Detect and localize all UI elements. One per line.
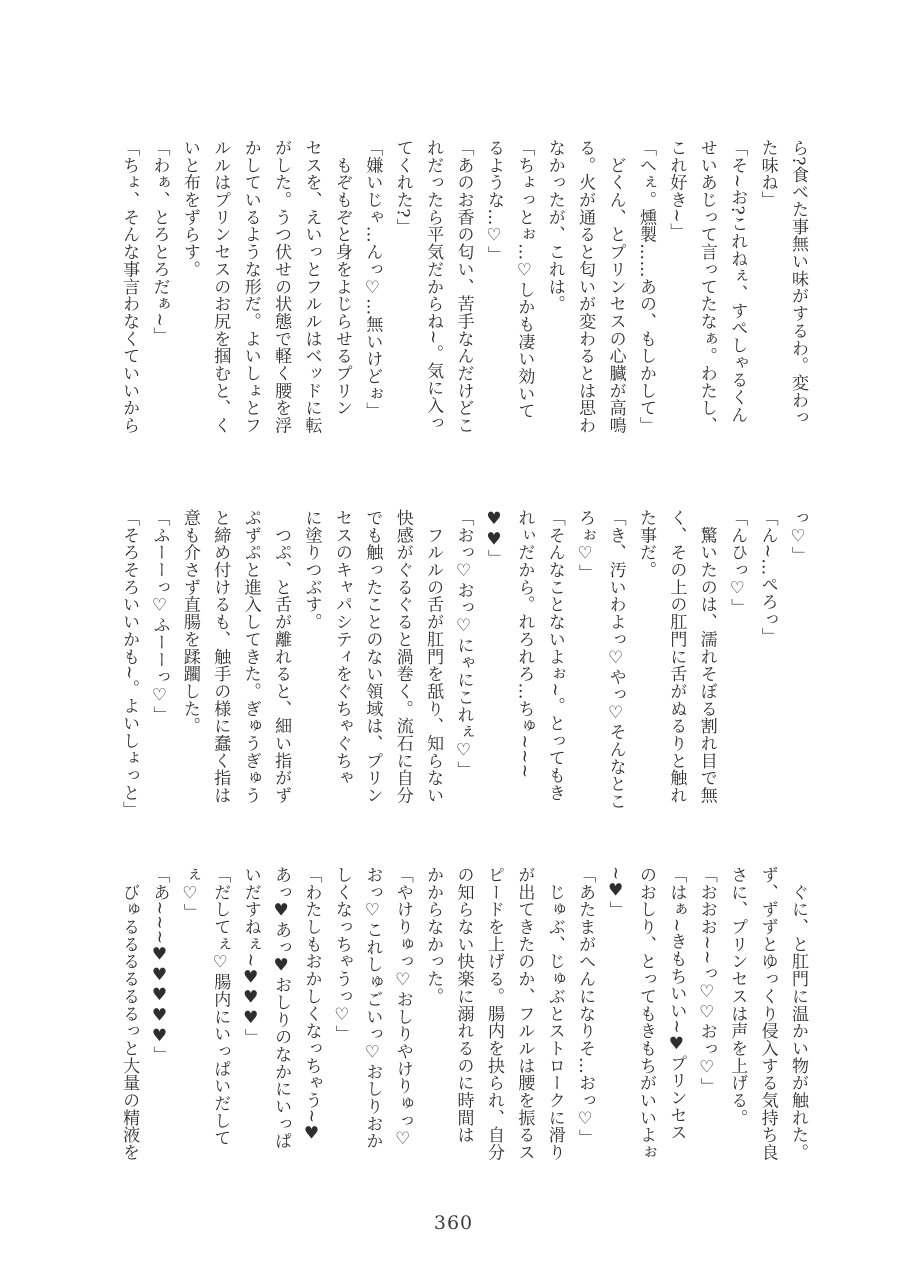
text-column: の知らない快楽に溺れるのに時間は xyxy=(453,866,474,1144)
text-column: びゅるるるるるるっと大量の精液を xyxy=(119,866,140,1161)
text-column: ルルはプリンセスのお尻を掴むと、く xyxy=(210,139,231,434)
text-column: 快感がぐるぐると渦巻く。流石に自分 xyxy=(392,509,413,804)
text-column: つぷ、と舌が離れると、細い指がず xyxy=(271,509,292,804)
text-band-middle xyxy=(114,509,813,821)
text-column: る。火が通ると匂いが変わるとは思わ xyxy=(575,139,596,434)
text-column: 「んひっ♡」 xyxy=(727,509,748,617)
page-number: 360 xyxy=(433,1212,474,1234)
text-column: 「そ~お?これねぇ、すぺしゃるくん xyxy=(727,139,748,424)
text-column: ♥♥」 xyxy=(483,509,504,568)
text-column: セスを、えいっとフルルはベッドに転 xyxy=(301,139,322,434)
text-column: 「そろそろいいかも~。よいしょっと」 xyxy=(119,509,140,819)
text-column: 「だしてぇ♡腸内にいっぱいだして xyxy=(210,866,231,1147)
text-column: 「あたまがへんになりそ…おっ♡」 xyxy=(575,866,596,1147)
text-column: さに、プリンセスは声を上げる。 xyxy=(727,866,748,1127)
text-column: あっ♥あっ♥おしりのなかにいっぱ xyxy=(271,866,292,1150)
text-column: ら?食べた事無い味がするわ。変わっ xyxy=(788,139,808,427)
text-column: ぷずぷと進入してきた。ぎゅうぎゅう xyxy=(240,509,261,804)
text-column: 「ふーーっ♡ふーーっ♡」 xyxy=(149,509,170,724)
text-column: これ好き~」 xyxy=(666,139,687,241)
text-column: 「嫌いじゃ…んっ♡…無いけどぉ」 xyxy=(362,139,383,420)
text-column: ピードを上げる。腸内を抉られ、自分 xyxy=(483,866,504,1161)
text-column: れだったら平気だからね~。気に入っ xyxy=(423,139,444,432)
text-column: いと布をずらす。 xyxy=(179,139,200,278)
text-column: 「そんなことないよぉ~。とってもき xyxy=(544,509,565,802)
text-column: に塗りつぶす。 xyxy=(301,509,322,631)
text-column: 「あのお香の匂い、苦手なんだけどこ xyxy=(453,139,474,434)
text-column: 「ちょ、そんな事言わなくていいから xyxy=(119,139,140,434)
text-column: 「おっ♡おっ♡にゃにこれぇ♡」 xyxy=(453,509,474,779)
text-column: 「わたしもおかしくなっちゃう~♥ xyxy=(301,866,322,1144)
text-column: どくん、とプリンセスの心臓が高鳴 xyxy=(605,139,626,434)
text-column: おっ♡これしゅごいっ♡おしりおか xyxy=(362,866,383,1150)
text-column: いだすねぇ~♥♥♥」 xyxy=(240,866,261,1046)
text-column: しくなっちゃうっ♡」 xyxy=(331,866,352,1043)
text-column: がした。うつ伏せの状態で軽く腰を浮 xyxy=(271,139,292,434)
text-column: 「おおお~~っ♡♡おっ♡」 xyxy=(696,866,717,1096)
text-column: ぐに、と肛門に温かい物が触れた。 xyxy=(788,866,808,1161)
text-column: 驚いたのは、濡れそぼる割れ目で無 xyxy=(696,509,717,804)
text-band-bottom xyxy=(114,866,813,1178)
text-column: せいあじって言ってたなぁ。わたし、 xyxy=(696,139,717,434)
text-column: かからなかった。 xyxy=(423,866,444,1005)
text-column: てくれた?」 xyxy=(392,139,413,236)
text-column: れぃだから。れろれろ…ちゅ~~~ xyxy=(514,509,535,779)
text-column: のおしり、とってもきもちがいいよぉ xyxy=(635,866,656,1161)
text-column: ~♥」 xyxy=(605,866,626,919)
text-column: 「やけりゅっ♡おしりやけりゅっ♡ xyxy=(392,866,413,1150)
text-column: ず、ずずとゆっくり侵入する気持ち良 xyxy=(757,866,778,1161)
text-column: ろぉ♡」 xyxy=(575,509,596,582)
text-column: 「ん~…ぺろっ」 xyxy=(757,509,778,646)
text-column: 「へぇ。燻製……あの、もしかして」 xyxy=(635,139,656,434)
text-column: が出てきたのか、フルルは腰を振るス xyxy=(514,866,535,1161)
text-column: セスのキャパシティをぐちゃぐちゃ xyxy=(331,509,352,787)
text-band-top xyxy=(114,139,813,451)
text-column: た味ね」 xyxy=(757,139,778,209)
text-column: もぞもぞと身をよじらせるプリン xyxy=(331,139,352,417)
text-column: じゅぶ、じゅぶとストロークに滑り xyxy=(544,866,565,1161)
text-column: と締め付けるも、触手の様に蠢く指は xyxy=(210,509,231,804)
text-column: っ♡」 xyxy=(788,509,808,565)
text-column: 「あ~~~♥♥♥♥♥」 xyxy=(149,866,170,1064)
text-column: た事だ。 xyxy=(635,509,656,579)
text-column: 「はぁ~きもちいい~♥プリンセス xyxy=(666,866,687,1142)
text-column: でも触ったことのない領域は、プリン xyxy=(362,509,383,804)
text-column: 意も介さず直腸を蹂躙した。 xyxy=(179,509,200,735)
text-column: ぇ♡」 xyxy=(179,866,200,922)
text-column: るような…♡」 xyxy=(483,139,504,264)
text-column: なかったが、これは。 xyxy=(544,139,565,313)
text-column: 「わぁ、とろとろだぁ~」 xyxy=(149,139,170,345)
text-column: く、その上の肛門に舌がぬるりと触れ xyxy=(666,509,687,804)
text-column: 「ちょっとぉ…♡しかも凄い効いて xyxy=(514,139,535,420)
text-column: かしているような形だ。よいしょとフ xyxy=(240,139,261,434)
text-column: 「き、汚いわよっ♡やっ♡そんなとこ xyxy=(605,509,626,810)
text-column: フルルの舌が肛門を舐り、知らない xyxy=(423,509,444,804)
